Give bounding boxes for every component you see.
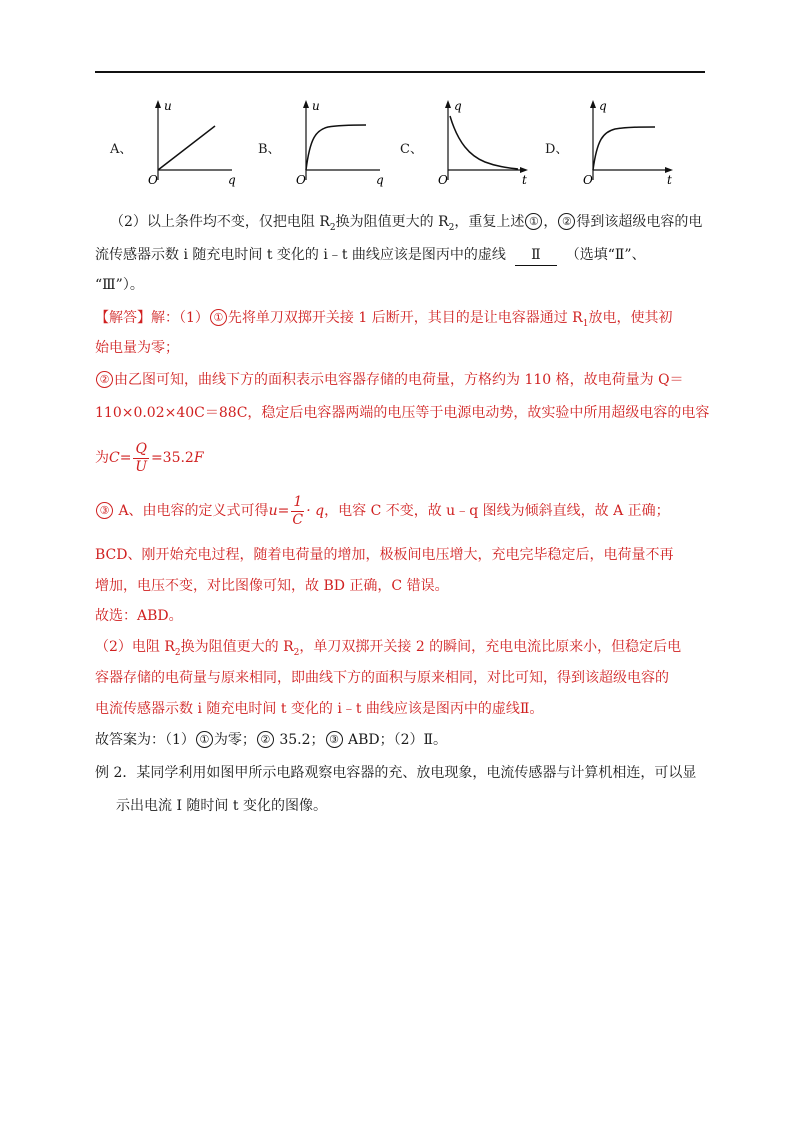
solution-line-7 [95, 545, 673, 565]
text: （2）以上条件均不变，仅把电阻 R [110, 214, 330, 230]
text: ， [543, 214, 558, 230]
solution-line-4 [95, 403, 709, 423]
origin-label: O [148, 173, 158, 187]
text: 电流传感器示数 i 随充电时间 t 变化的 i﹣t 曲线应该是图丙中的虚线Ⅱ。 [95, 701, 544, 717]
subscript: 2 [329, 222, 336, 233]
circled-number: ② [96, 371, 113, 388]
solution-tag: 【解答】 [95, 310, 151, 326]
origin-label: O [438, 173, 448, 187]
y-axis-label: q [454, 99, 462, 113]
solution-line-10 [95, 637, 681, 663]
header-rule [95, 71, 705, 73]
option-label: A、 [110, 142, 133, 157]
circled-number: ① [196, 731, 213, 748]
text: ABD；（2）Ⅱ。 [343, 732, 448, 748]
origin-label: O [296, 173, 306, 187]
text: ，电容 C 不变，故 u﹣q 图线为倾斜直线，故 A 正确； [324, 503, 670, 519]
math-var: u [268, 503, 278, 519]
solution-line-11 [95, 668, 669, 688]
math-unit: F [193, 450, 204, 466]
graph-option-d [545, 98, 685, 193]
text: （2）电阻 R [95, 639, 175, 655]
option-label: D、 [545, 142, 569, 157]
text: 流传感器示数 i 随充电时间 t 变化的 i﹣t 曲线应该是图丙中的虚线 [95, 247, 506, 263]
question-2-line-2 [95, 245, 646, 266]
text: 由乙图可知，曲线下方的面积表示电容器存储的电荷量，方格约为 110 格，故电荷量为 Q＝ [114, 372, 684, 388]
fraction [291, 494, 304, 529]
text: （选填“Ⅱ”、 [565, 247, 646, 263]
y-arrow [155, 100, 161, 108]
question-2-line-1 [110, 212, 702, 238]
circled-number: ① [525, 213, 542, 230]
graph-option-a [110, 98, 250, 193]
solution-line-12 [95, 699, 543, 719]
numerator: 1 [293, 493, 303, 510]
text: 例 2．某同学利用如图甲所示电路观察电容器的充、放电现象，电流传感器与计算机相连，可以显 [95, 765, 697, 781]
solution-line-9 [95, 606, 183, 626]
text: 得到该超级电容的电 [576, 214, 703, 230]
final-answer [95, 730, 447, 750]
text: A、由电容的定义式可得 [114, 503, 269, 519]
text: 放电，使其初 [588, 310, 673, 326]
solution-line-2 [95, 338, 179, 358]
text: =35.2 [150, 450, 194, 466]
answer-blank: Ⅱ [515, 245, 557, 266]
circled-number: ③ [326, 731, 343, 748]
text: BCD、刚开始充电过程，随着电荷量的增加，极板间电压增大，充电完毕稳定后，电荷量不再 [95, 547, 674, 563]
question-2-line-3 [95, 275, 144, 295]
curve [593, 127, 655, 170]
y-axis-label: q [599, 99, 607, 113]
y-arrow [590, 100, 596, 108]
y-axis-label: u [312, 99, 320, 113]
solution-line-3 [95, 370, 684, 390]
text: ，单刀双掷开关接 2 的瞬间，充电电流比原来小，但稳定后电 [299, 639, 682, 655]
graph-c-svg [430, 98, 530, 188]
text: 故选：ABD。 [95, 608, 183, 624]
text: 容器存储的电荷量与原来相同，即曲线下方的面积与原来相同，对比可知，得到该超级电容的 [95, 670, 669, 686]
x-axis-label: t [522, 173, 527, 187]
subscript: 2 [293, 647, 300, 658]
fraction [133, 441, 148, 476]
option-label: C、 [400, 142, 423, 157]
solution-line-8 [95, 576, 449, 596]
text: 换为阻值更大的 R [180, 639, 294, 655]
curve [450, 116, 518, 169]
graph-b-svg [288, 98, 388, 188]
text: ，重复上述 [454, 214, 525, 230]
y-axis-label: u [164, 99, 172, 113]
origin-label: O [583, 173, 593, 187]
text: 故答案为：（1） [95, 732, 195, 748]
graph-option-b [258, 98, 398, 193]
text: 为零； [213, 732, 256, 748]
graph-option-c [400, 98, 540, 193]
denominator: C [292, 511, 304, 528]
option-label: B、 [258, 142, 281, 157]
text: 先将单刀双掷开关接 1 后断开，其目的是让电容器通过 R [227, 310, 583, 326]
graph-d-svg [575, 98, 675, 188]
graph-a-svg [140, 98, 240, 188]
denominator: U [135, 458, 148, 475]
text: 解：（1） [151, 310, 209, 326]
circled-number: ② [257, 731, 274, 748]
subscript: 1 [582, 318, 589, 329]
text: 增加，电压不变，对比图像可知，故 BD 正确，C 错误。 [95, 578, 449, 594]
math-var: C [109, 450, 120, 466]
text: 为 [95, 450, 109, 466]
numerator: Q [135, 440, 147, 457]
circled-number: ① [210, 309, 227, 326]
text: 始电量为零； [95, 340, 179, 356]
y-arrow [303, 100, 309, 108]
circled-number: ③ [96, 502, 113, 519]
math-var: · q [306, 503, 325, 519]
x-axis-label: q [376, 173, 384, 187]
solution-line-6: ③ A、由电容的定义式可得u= $\frac{1}{C}$ · q，电容 C 不变，故 u﹣q 图线为倾斜直线，故 A 正确； [95, 493, 670, 529]
text: 换为阻值更大的 R [335, 214, 449, 230]
y-arrow [445, 100, 451, 108]
x-axis-label: t [667, 173, 672, 187]
answer-choice-graphs [110, 98, 690, 193]
circled-number: ② [558, 213, 575, 230]
curve [306, 125, 366, 170]
solution-line-1 [95, 308, 672, 334]
x-axis-label: q [228, 173, 236, 187]
subscript: 2 [448, 222, 455, 233]
text: “Ⅲ”）。 [95, 277, 144, 293]
text: 35.2； [274, 732, 325, 748]
text: 示出电流 I 随时间 t 变化的图像。 [116, 798, 327, 814]
curve [158, 126, 215, 170]
example-2-line-2 [116, 796, 327, 816]
example-2-line-1 [95, 763, 696, 783]
text: 110×0.02×40C＝88C，稳定后电容器两端的电压等于电源电动势，故实验中所用超级电容的电容 [95, 405, 710, 421]
subscript: 2 [174, 647, 181, 658]
solution-line-5: 为C= $\frac{Q}{U}$ =35.2F [95, 440, 204, 475]
